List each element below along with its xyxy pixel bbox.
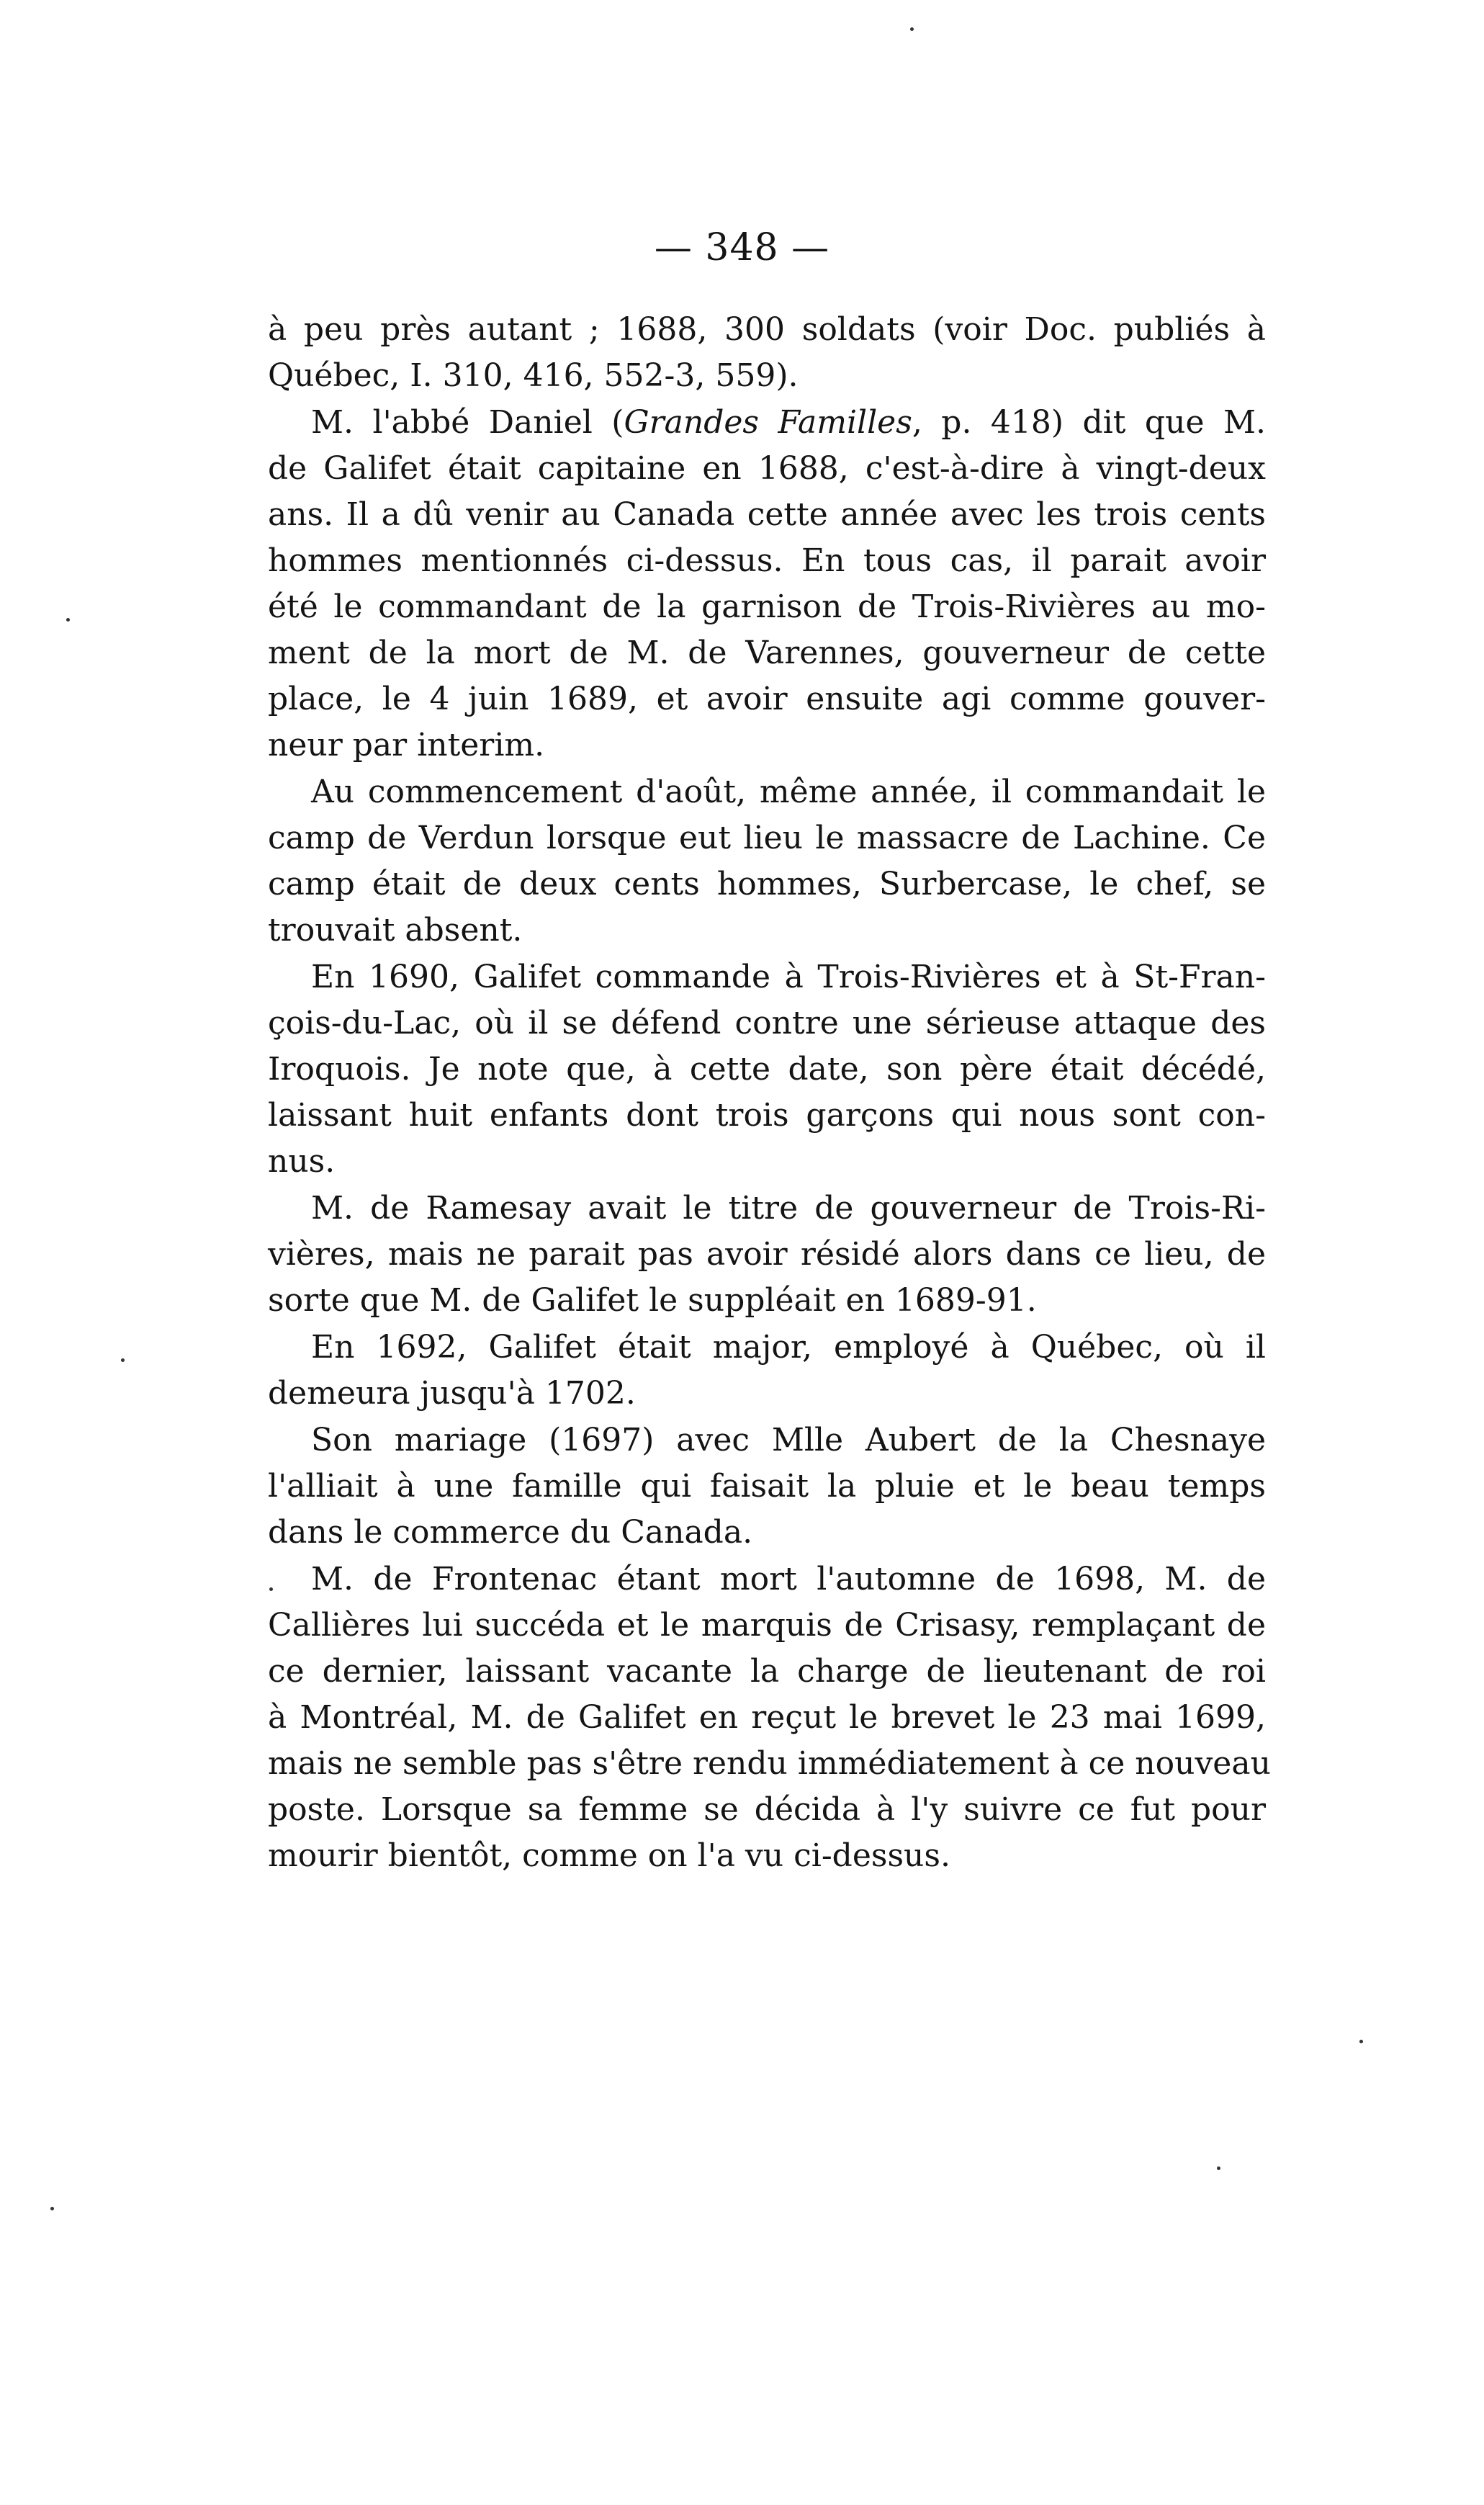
text-line: ce dernier, laissant vacante la charge de lieutenant de roi (268, 1653, 1266, 1690)
body-text (268, 307, 1271, 1880)
scan-speck (269, 1587, 273, 1591)
paragraph-3 (268, 769, 1266, 954)
text-line: mais ne semble pas s'être rendu immédiatement à ce nouveau (268, 1745, 1271, 1782)
scan-speck (121, 1358, 125, 1362)
text-line: hommes mentionnés ci-dessus. En tous cas, il parait avoir (268, 542, 1266, 579)
text-line: à peu près autant ; 1688, 300 soldats (voir Doc. publiés à (268, 311, 1266, 348)
text-line: çois-du-Lac, où il se défend contre une sérieuse attaque des (268, 1005, 1266, 1041)
text-line: à Montréal, M. de Galifet en reçut le brevet le 23 mai 1699, (268, 1699, 1266, 1736)
text-line: sorte que M. de Galifet le suppléait en 1689-91. (268, 1282, 1037, 1319)
text-line: demeura jusqu'à 1702. (268, 1375, 636, 1412)
text-line: camp était de deux cents hommes, Surbercase, le chef, se (268, 866, 1266, 902)
scan-speck (50, 2207, 54, 2210)
text-line: Iroquois. Je note que, à cette date, son père était décédé, (268, 1051, 1266, 1088)
text-line: mourir bientôt, comme on l'a vu ci-dessus. (268, 1837, 950, 1874)
text-line: camp de Verdun lorsque eut lieu le massacre de Lachine. Ce (268, 820, 1266, 856)
paragraph-7 (268, 1417, 1266, 1556)
text-line: En 1692, Galifet était major, employé à Québec, où il (311, 1329, 1266, 1366)
text-line: vières, mais ne parait pas avoir résidé alors dans ce lieu, de (268, 1236, 1266, 1273)
scan-speck (910, 27, 914, 31)
text-line: neur par interim. (268, 727, 545, 763)
text-line: ans. Il a dû venir au Canada cette année avec les trois cents (268, 496, 1266, 533)
text-line: M. de Ramesay avait le titre de gouverneur de Trois-Ri- (311, 1190, 1266, 1227)
text-line: dans le commerce du Canada. (268, 1514, 753, 1551)
text-line: ment de la mort de M. de Varennes, gouverneur de cette (268, 635, 1266, 671)
text-line: trouvait absent. (268, 912, 523, 949)
text-line (268, 400, 1266, 446)
paragraph-1 (268, 307, 1266, 399)
scan-speck (1217, 2166, 1220, 2170)
page-number: — 348 — (654, 226, 830, 269)
text-line: été le commandant de la garnison de Trois-Rivières au mo- (268, 588, 1266, 625)
paragraph-6 (268, 1325, 1266, 1417)
scan-speck (1359, 2040, 1363, 2043)
paragraph-4 (268, 954, 1266, 1185)
text-line: poste. Lorsque sa femme se décida à l'y suivre ce fut pour (268, 1791, 1266, 1828)
text-line: Son mariage (1697) avec Mlle Aubert de la Chesnaye (311, 1422, 1266, 1458)
text-line: Au commencement d'août, même année, il commandait le (311, 774, 1266, 810)
text-fragment: , p. 418) dit que M. (912, 404, 1266, 441)
text-line: laissant huit enfants dont trois garçons qui nous sont con- (268, 1097, 1266, 1134)
text-line: En 1690, Galifet commande à Trois-Rivières et à St-Fran- (311, 959, 1266, 995)
text-line: M. de Frontenac étant mort l'automne de 1698, M. de (311, 1561, 1266, 1597)
text-fragment: M. l'abbé Daniel ( (311, 404, 624, 441)
book-title: Grandes Familles (624, 404, 912, 441)
paragraph-8 (268, 1556, 1271, 1879)
paragraph-5 (268, 1186, 1266, 1324)
scan-speck (66, 618, 70, 622)
text-line: nus. (268, 1143, 336, 1180)
text-line: l'alliait à une famille qui faisait la pluie et le beau temps (268, 1468, 1266, 1505)
paragraph-2 (268, 400, 1266, 768)
text-line: de Galifet était capitaine en 1688, c'est-à-dire à vingt-deux (268, 450, 1266, 487)
text-line: Québec, I. 310, 416, 552-3, 559). (268, 357, 799, 394)
text-line: place, le 4 juin 1689, et avoir ensuite agi comme gouver- (268, 681, 1266, 717)
text-line: Callières lui succéda et le marquis de Crisasy, remplaçant de (268, 1607, 1266, 1644)
